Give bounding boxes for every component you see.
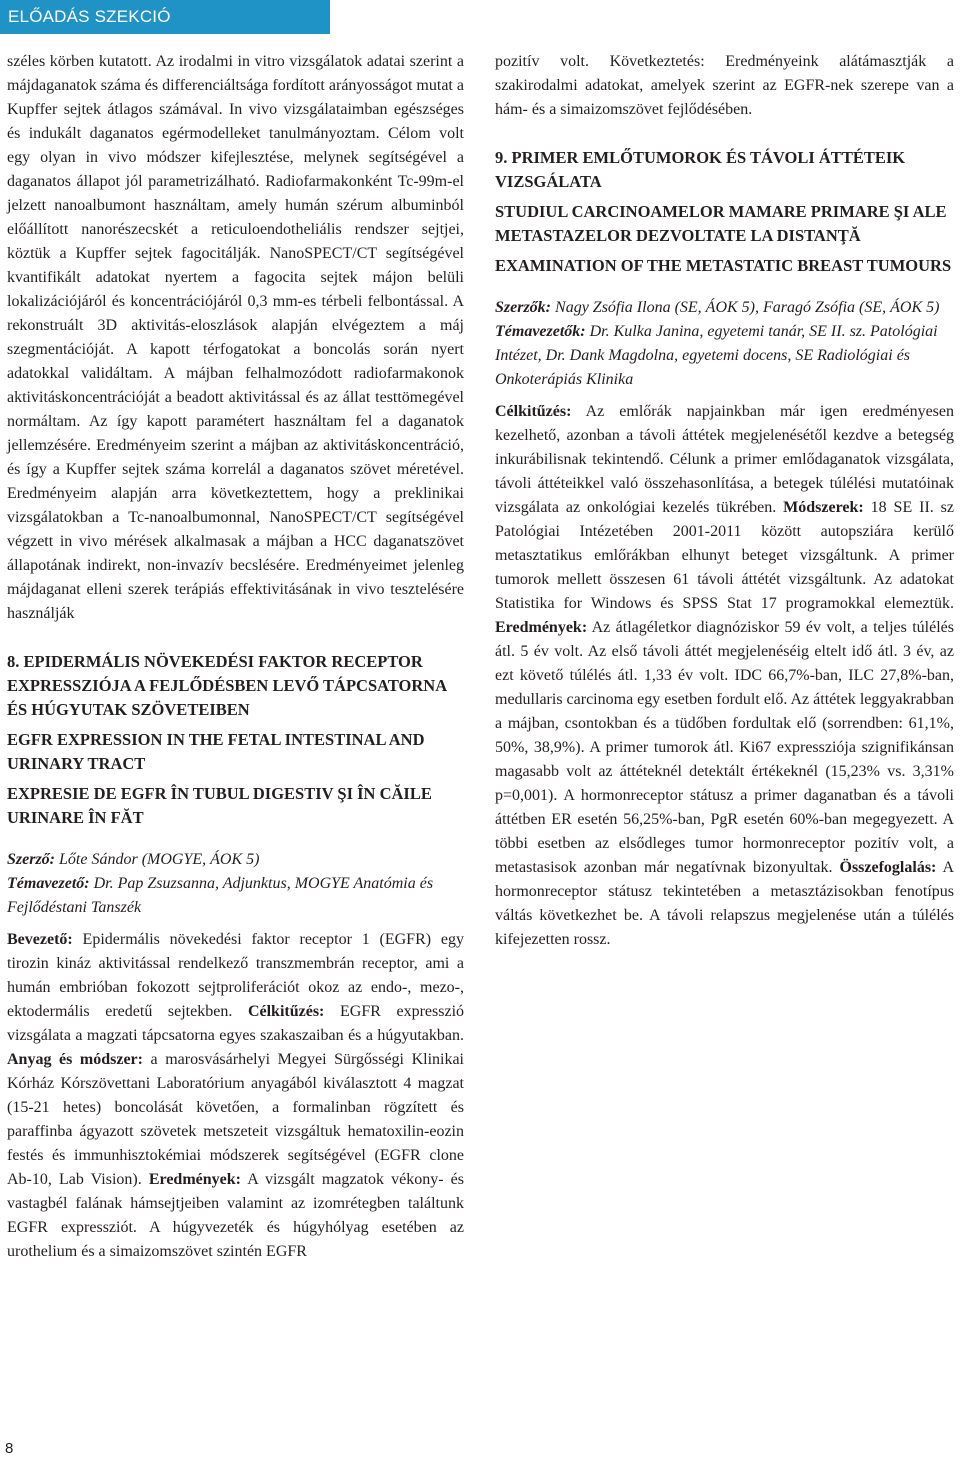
supervisor-text: Dr. Pap Zsuzsanna, Adjunktus, MOGYE Anatómia és Fejlődéstani Tanszék [7, 875, 434, 916]
method-label: Anyag és módszer: [7, 1051, 143, 1068]
section9-title-en: EXAMINATION OF THE METASTATIC BREAST TUMOURS [495, 256, 952, 275]
intro-label: Bevezető: [7, 931, 73, 948]
aim-text: Az emlőrák napjainkban már igen eredményesen kezelhető, azonban a távoli áttétek megjelenésétől kezdve a betegség inkurábilisnak tekintendő. Célunk a primer emlődaganatok vizsgálata, távoli áttéteikkel való összehasonlítása, a betegek túlélési mutatóinak vizsgálata az onkológiai kezelés tükrében. [495, 403, 954, 516]
section8-author [7, 848, 464, 872]
section8-title-ro: EXPRESIE DE EGFR ÎN TUBUL DIGESTIV ŞI ÎN CĂILE URINARE ÎN FĂT [7, 784, 432, 827]
page-number: 8 [5, 1440, 14, 1457]
aim-label: Célkitűzés: [495, 403, 572, 420]
section8-title-en: EGFR EXPRESSION IN THE FETAL INTESTINAL AND URINARY TRACT [7, 730, 425, 773]
section8-body [7, 928, 464, 1264]
results-text: A vizsgált magzatok vékony- és vastagbél falának hámsejtjeiben valamint az izomrétegben találtunk EGFR expressziót. A húgyvezeték és húgyhólyag esetében az urothelium és a simaizomszövet szintén EGFR [7, 1171, 464, 1260]
results-label: Eredmények: [495, 619, 588, 636]
results-label: Eredmények: [148, 1171, 241, 1188]
section-header: ELŐADÁS SZEKCIÓ [0, 0, 330, 34]
authors-text: Nagy Zsófia Ilona (SE, ÁOK 5), Faragó Zsófia (SE, ÁOK 5) [551, 299, 940, 316]
method-text: 18 SE II. sz Patológiai Intézetében 2001-2011 között autopsziára kerülő metasztatikus emlőrákban elhunyt beteget vizsgáltunk. A primer tumorok mellett összesen 61 távoli áttétét vizsgáltunk. Az adatokat Statistika for Windows és SPSS Stat 17 programokkal elemeztük. [495, 499, 955, 612]
section9-title-ro: STUDIUL CARCINOAMELOR MAMARE PRIMARE ŞI ALE METASTAZELOR DEZVOLTATE LA DISTANŢĂ [495, 202, 947, 245]
supervisor-label: Témavezető: [7, 875, 90, 892]
section9-authors [495, 296, 954, 320]
results-text: Az átlagéletkor diagnóziskor 59 év volt, a teljes túlélés átl. 5 év volt. Az első távoli áttét megjelenéséig eltelt idő átl. 3 év, az ezt követő túlélés átl. 1,33 év volt. IDC 66,7%-ban, ILC 27,8%-ban, medullaris carcinoma egy esetben fordult elő. Az áttétek leggyakrabban a májban, csontokban és a tüdőben fordultak elő (sorrendben: 61,1%, 50%, 38,9%). A primer tumorok átl. Ki67 expressziója szignifikánsan magasabb volt az áttéteknél detektált értékeknél (15,23% vs. 3,31% p=0,001). A hormonreceptor státusz a primer daganatban és a távoli áttétben ER esetén 56,25%-ban, PgR esetén 60%-ban megegyezett. A többi esetben az elsődleges tumor hormonreceptor pozitív volt, a metastasisok azonban már negatívnak bizonyultak. [495, 619, 954, 876]
section9-body [495, 400, 954, 952]
aim-text: EGFR expresszió vizsgálata a magzati tápcsatorna egyes szakaszaiban és a húgyutakban. [7, 1003, 465, 1044]
summary-label: Összefoglalás: [839, 859, 937, 876]
section8-title-hu: 8. EPIDERMÁLIS NÖVEKEDÉSI FAKTOR RECEPTOR EXPRESSZIÓJA A FEJLŐDÉSBEN LEVŐ TÁPCSATORNA ÉS HÚGYUTAK SZÖVETEIBEN [7, 652, 447, 719]
continuation-paragraph: pozitív volt. Következtetés: Eredményeink alátámasztják a szakirodalmi adatokat, amelyek szerint az EGFR-nek szerepe van a hám- és a simaizomszövet fejlődésében. [495, 53, 954, 118]
author-text: Lőte Sándor (MOGYE, ÁOK 5) [55, 851, 260, 868]
author-label: Szerző: [7, 851, 56, 868]
intro-paragraph: széles körben kutatott. Az irodalmi in vitro vizsgálatok adatai szerint a májdaganatok száma és differenciáltsága fordított arányosságot mutat a Kupffer sejtek átlagos számával. In vivo vizsgálataimban egészséges és indukált daganatos egérmodelleket tanulmányoztam. Célom volt egy olyan in vivo módszer kifejlesztése, melynek segítségével a daganatos állapot jól parametrizálható. Radiofarmakonként Tc-99m-el jelzett nanoalbumont használtam, amely humán szérum albuminból előállított nanorészecskét a reticuloendotheliális rendszer sejtjei, köztük a Kupffer sejtek fagocitálják. NanoSPECT/CT segítségével kvantifikált adatokat nyertem a fagocita sejtek májon belüli lokalizációjáról és koncentrációjáról 0,3 mm-es térbeli felbontással. A rekonstruált 3D aktivitás-eloszlások alapján elvégeztem a máj szegmentációját. A kapott térfogatokat a boncolás során nyert adatokkal validáltam. A májban felhalmozódott radiofarmakonok aktivitáskoncentrációját a beadott aktivitással és az állat testtömegével normáltam. Az így kapott paramétert használtam fel a daganatok jellemzésére. Eredményeim szerint a májban az aktivitáskoncentráció, és így a Kupffer sejtek száma korrelál a daganatos szövet méretével. Eredményeim alapján arra következtettem, hogy a preklinikai vizsgálatokban a Tc-nanoalbumonnal, NanoSPECT/CT segítségével végzett in vivo mérések alkalmasak a májban a HCC daganatszövet állapotának indirekt, non-invazív becslésére. Eredményeimet jelenleg májdaganat elleni szerek terápiás effektivitásának in vivo tesztelésére használják [7, 53, 464, 622]
supervisors-label: Témavezetők: [495, 323, 586, 340]
left-column [7, 50, 464, 1264]
intro-text: Epidermális növekedési faktor receptor 1 (EGFR) egy tirozin kináz aktivitással rendelkező transzmembrán receptor, ami a humán embrióban fokozott sejtproliferációt okoz az endo-, mezo-, ektodermális eredetű sejtekben. [7, 931, 464, 1020]
authors-label: Szerzők: [495, 299, 552, 316]
method-label: Módszerek: [783, 499, 864, 516]
right-column [495, 50, 954, 952]
summary-text: A hormonreceptor státusz tekintetében a metasztázisokban fenotípus váltás következhet be. A távoli relapszus megjelenése után a túlélés kifejezetten rossz. [495, 859, 955, 948]
aim-label: Célkitűzés: [247, 1003, 325, 1020]
section8-supervisor [7, 872, 464, 920]
section9-title-hu: 9. PRIMER EMLŐTUMOROK ÉS TÁVOLI ÁTTÉTEIK VIZSGÁLATA [495, 148, 906, 191]
supervisors-text: Dr. Kulka Janina, egyetemi tanár, SE II. sz. Patológiai Intézet, Dr. Dank Magdolna, egyetemi docens, SE Radiológiai és Onkoterápiás Klinika [495, 323, 938, 388]
section9-supervisors [495, 320, 954, 392]
method-text: a marosvásárhelyi Megyei Sürgősségi Klinikai Kórház Kórszövettani Laboratórium anyagából kiválasztott 4 magzat (15-21 hetes) boncolását követően, a formalinban rögzített és paraffinba ágyazott szövetek metszeteit vizsgáltuk hematoxilin-eozin festés és immunhisztokémiai módszerek segítségével (EGFR clone Ab-10, Lab Vision). [7, 1051, 465, 1188]
